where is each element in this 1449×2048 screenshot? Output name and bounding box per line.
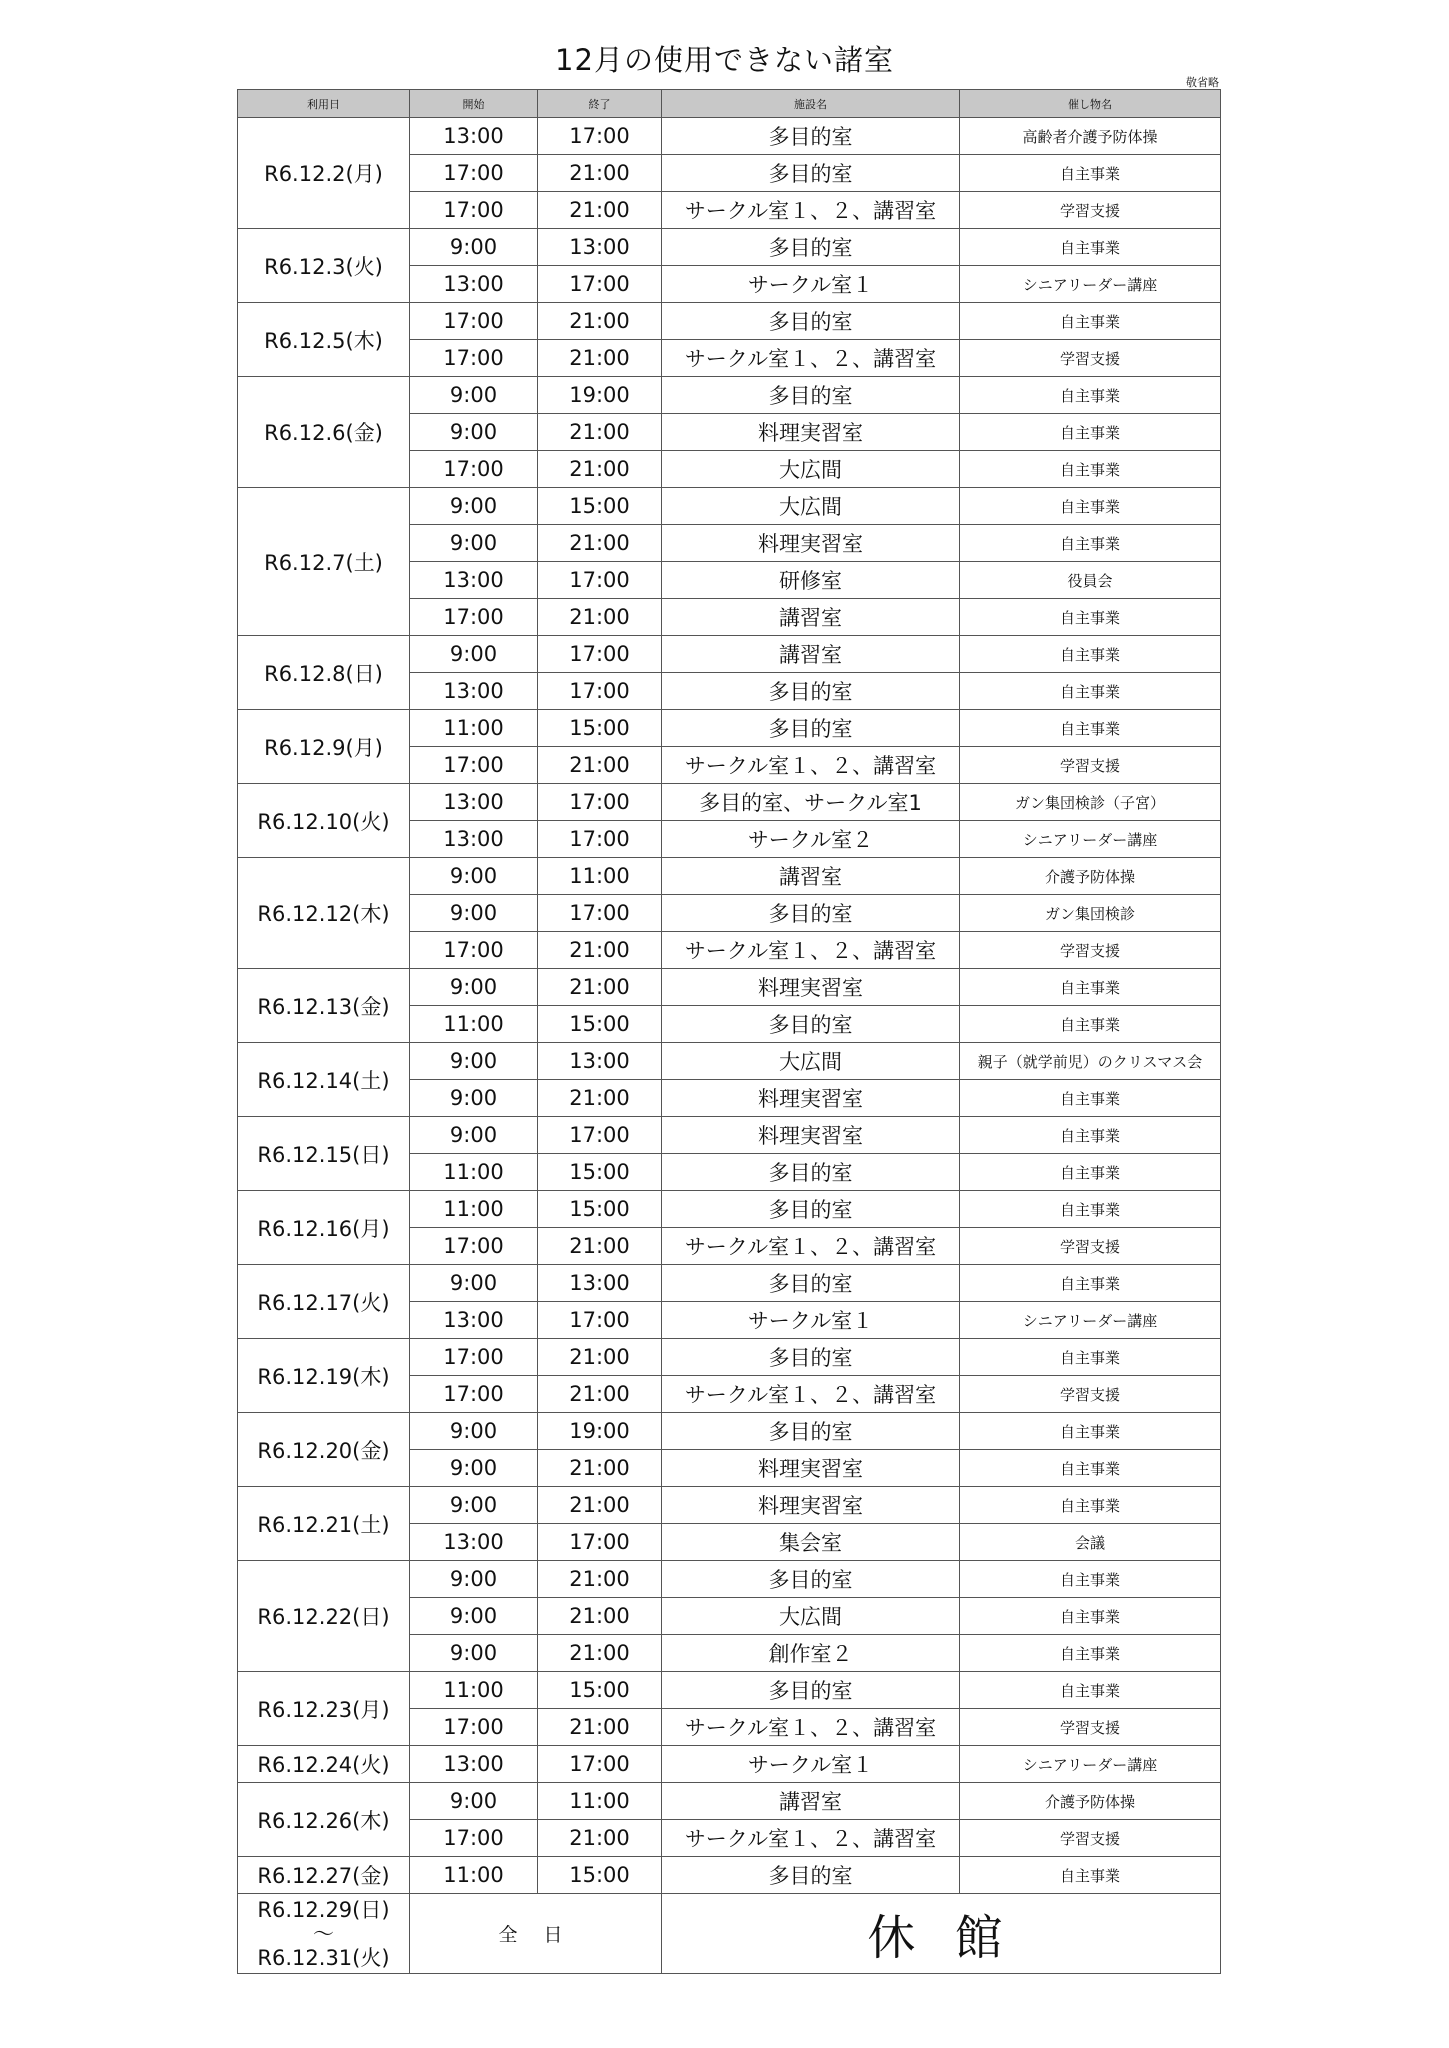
closing-date-cell [238,1894,410,1974]
end-time-cell: 21:00 [538,1080,662,1117]
end-time-cell: 15:00 [538,488,662,525]
closed-cell: 休 館 [662,1894,1221,1974]
start-time-cell: 17:00 [410,192,538,229]
start-time-cell: 11:00 [410,1857,538,1894]
date-cell: R6.12.20(金) [238,1413,410,1487]
date-cell: R6.12.7(土) [238,488,410,636]
date-cell: R6.12.8(日) [238,636,410,710]
end-time-cell: 17:00 [538,821,662,858]
end-time-cell: 21:00 [538,340,662,377]
facility-cell: 多目的室 [662,303,960,340]
event-cell: 自主事業 [960,1117,1221,1154]
header-end: 終了 [538,90,662,118]
end-time-cell: 21:00 [538,932,662,969]
start-time-cell: 9:00 [410,1561,538,1598]
event-cell: 自主事業 [960,1006,1221,1043]
end-time-cell: 11:00 [538,858,662,895]
event-cell: 学習支援 [960,1820,1221,1857]
event-cell: 学習支援 [960,340,1221,377]
start-time-cell: 17:00 [410,155,538,192]
facility-cell: サークル室１、２、講習室 [662,932,960,969]
start-time-cell: 17:00 [410,1820,538,1857]
end-time-cell: 17:00 [538,1524,662,1561]
header-facility: 施設名 [662,90,960,118]
date-cell: R6.12.5(木) [238,303,410,377]
facility-cell: サークル室１ [662,1746,960,1783]
date-cell: R6.12.3(火) [238,229,410,303]
table-row [238,303,1221,340]
facility-cell: 多目的室 [662,1339,960,1376]
page-title: 12月の使用できない諸室 [555,43,894,77]
end-time-cell: 17:00 [538,118,662,155]
facility-cell: 料理実習室 [662,969,960,1006]
table-row [238,858,1221,895]
end-time-cell: 21:00 [538,1376,662,1413]
start-time-cell: 9:00 [410,1265,538,1302]
start-time-cell: 13:00 [410,266,538,303]
end-time-cell: 21:00 [538,1820,662,1857]
date-cell: R6.12.23(月) [238,1672,410,1746]
start-time-cell: 9:00 [410,969,538,1006]
event-cell: 高齢者介護予防体操 [960,118,1221,155]
date-cell: R6.12.12(木) [238,858,410,969]
event-cell: 自主事業 [960,1598,1221,1635]
facility-cell: サークル室１ [662,266,960,303]
table-row [238,1413,1221,1450]
end-time-cell: 13:00 [538,229,662,266]
start-time-cell: 9:00 [410,858,538,895]
event-cell: シニアリーダー講座 [960,266,1221,303]
table-row [238,1265,1221,1302]
end-time-cell: 21:00 [538,1487,662,1524]
date-cell: R6.12.19(木) [238,1339,410,1413]
start-time-cell: 9:00 [410,377,538,414]
event-cell: 自主事業 [960,1080,1221,1117]
honorific-note: 敬省略 [1186,76,1219,89]
facility-cell: 講習室 [662,1783,960,1820]
facility-cell: サークル室１ [662,1302,960,1339]
event-cell: 自主事業 [960,1672,1221,1709]
event-cell: 自主事業 [960,377,1221,414]
end-time-cell: 21:00 [538,1709,662,1746]
facility-cell: 多目的室 [662,155,960,192]
schedule-table [237,89,1221,1974]
table-row [238,636,1221,673]
event-cell: 自主事業 [960,636,1221,673]
start-time-cell: 9:00 [410,229,538,266]
event-cell: 自主事業 [960,1635,1221,1672]
end-time-cell: 17:00 [538,562,662,599]
event-cell: 自主事業 [960,710,1221,747]
end-time-cell: 15:00 [538,1154,662,1191]
start-time-cell: 17:00 [410,340,538,377]
start-time-cell: 13:00 [410,118,538,155]
table-row [238,1191,1221,1228]
date-cell: R6.12.27(金) [238,1857,410,1894]
start-time-cell: 9:00 [410,525,538,562]
closing-body [238,1894,1221,1974]
event-cell: 自主事業 [960,1450,1221,1487]
event-cell: 自主事業 [960,1413,1221,1450]
start-time-cell: 9:00 [410,636,538,673]
end-time-cell: 21:00 [538,1598,662,1635]
end-time-cell: 15:00 [538,1857,662,1894]
end-time-cell: 15:00 [538,710,662,747]
facility-cell: 料理実習室 [662,414,960,451]
start-time-cell: 9:00 [410,488,538,525]
end-time-cell: 13:00 [538,1265,662,1302]
event-cell: 親子（就学前児）のクリスマス会 [960,1043,1221,1080]
event-cell: 自主事業 [960,1191,1221,1228]
header-date: 利用日 [238,90,410,118]
start-time-cell: 17:00 [410,1228,538,1265]
end-time-cell: 21:00 [538,969,662,1006]
facility-cell: サークル室１、２、講習室 [662,1228,960,1265]
event-cell: 自主事業 [960,1487,1221,1524]
facility-cell: サークル室１、２、講習室 [662,192,960,229]
event-cell: 自主事業 [960,525,1221,562]
end-time-cell: 21:00 [538,1561,662,1598]
start-time-cell: 9:00 [410,895,538,932]
table-row [238,1117,1221,1154]
date-cell: R6.12.13(金) [238,969,410,1043]
table-row [238,488,1221,525]
facility-cell: 多目的室 [662,895,960,932]
event-cell: 自主事業 [960,155,1221,192]
facility-cell: 多目的室 [662,673,960,710]
facility-cell: 料理実習室 [662,1487,960,1524]
table-body [238,118,1221,1894]
start-time-cell: 9:00 [410,1635,538,1672]
start-time-cell: 9:00 [410,1598,538,1635]
start-time-cell: 9:00 [410,1450,538,1487]
facility-cell: 多目的室 [662,1154,960,1191]
end-time-cell: 17:00 [538,1746,662,1783]
date-cell: R6.12.6(金) [238,377,410,488]
date-cell: R6.12.21(土) [238,1487,410,1561]
start-time-cell: 13:00 [410,1524,538,1561]
event-cell: ガン集団検診 [960,895,1221,932]
facility-cell: サークル室２ [662,821,960,858]
facility-cell: 講習室 [662,599,960,636]
facility-cell: 多目的室 [662,1006,960,1043]
date-cell: R6.12.26(木) [238,1783,410,1857]
event-cell: ガン集団検診（子宮） [960,784,1221,821]
facility-cell: サークル室１、２、講習室 [662,1376,960,1413]
event-cell: 自主事業 [960,488,1221,525]
table-row [238,1857,1221,1894]
event-cell: 学習支援 [960,192,1221,229]
start-time-cell: 13:00 [410,673,538,710]
table-row [238,1561,1221,1598]
table-row [238,1339,1221,1376]
facility-cell: サークル室１、２、講習室 [662,1709,960,1746]
start-time-cell: 9:00 [410,1043,538,1080]
facility-cell: 多目的室 [662,1265,960,1302]
end-time-cell: 17:00 [538,784,662,821]
facility-cell: 大広間 [662,1043,960,1080]
end-time-cell: 17:00 [538,266,662,303]
table-header-row [238,90,1221,118]
end-time-cell: 17:00 [538,895,662,932]
event-cell: 介護予防体操 [960,858,1221,895]
start-time-cell: 13:00 [410,1302,538,1339]
table-row [238,710,1221,747]
table-row [238,118,1221,155]
date-cell: R6.12.15(日) [238,1117,410,1191]
header-event: 催し物名 [960,90,1221,118]
facility-cell: 多目的室 [662,118,960,155]
start-time-cell: 11:00 [410,710,538,747]
end-time-cell: 21:00 [538,1228,662,1265]
event-cell: 自主事業 [960,1154,1221,1191]
end-time-cell: 17:00 [538,673,662,710]
start-time-cell: 9:00 [410,1080,538,1117]
closing-date-separator: ～ [313,1921,334,1946]
end-time-cell: 17:00 [538,1117,662,1154]
facility-cell: 大広間 [662,488,960,525]
start-time-cell: 13:00 [410,1746,538,1783]
end-time-cell: 21:00 [538,1635,662,1672]
start-time-cell: 9:00 [410,1413,538,1450]
date-cell: R6.12.2(月) [238,118,410,229]
facility-cell: 大広間 [662,1598,960,1635]
date-cell: R6.12.24(火) [238,1746,410,1783]
start-time-cell: 17:00 [410,451,538,488]
start-time-cell: 9:00 [410,414,538,451]
event-cell: 自主事業 [960,414,1221,451]
facility-cell: 料理実習室 [662,525,960,562]
start-time-cell: 11:00 [410,1006,538,1043]
table-row [238,1783,1221,1820]
start-time-cell: 17:00 [410,599,538,636]
event-cell: 自主事業 [960,1857,1221,1894]
table-row [238,377,1221,414]
event-cell: 自主事業 [960,599,1221,636]
event-cell: シニアリーダー講座 [960,821,1221,858]
end-time-cell: 21:00 [538,192,662,229]
facility-cell: サークル室１、２、講習室 [662,747,960,784]
facility-cell: 多目的室 [662,1191,960,1228]
start-time-cell: 17:00 [410,932,538,969]
end-time-cell: 21:00 [538,155,662,192]
start-time-cell: 13:00 [410,821,538,858]
closing-date-end: R6.12.31(火) [257,1945,390,1970]
closing-row [238,1894,1221,1974]
facility-cell: 料理実習室 [662,1450,960,1487]
event-cell: 自主事業 [960,969,1221,1006]
end-time-cell: 15:00 [538,1672,662,1709]
facility-cell: 大広間 [662,451,960,488]
facility-cell: 多目的室 [662,229,960,266]
event-cell: 学習支援 [960,747,1221,784]
allday-cell: 全 日 [410,1894,662,1974]
start-time-cell: 17:00 [410,1339,538,1376]
start-time-cell: 11:00 [410,1154,538,1191]
end-time-cell: 15:00 [538,1006,662,1043]
event-cell: 学習支援 [960,1709,1221,1746]
start-time-cell: 9:00 [410,1783,538,1820]
end-time-cell: 21:00 [538,303,662,340]
event-cell: 介護予防体操 [960,1783,1221,1820]
event-cell: シニアリーダー講座 [960,1746,1221,1783]
event-cell: 学習支援 [960,1376,1221,1413]
facility-cell: サークル室１、２、講習室 [662,1820,960,1857]
end-time-cell: 13:00 [538,1043,662,1080]
event-cell: シニアリーダー講座 [960,1302,1221,1339]
event-cell: 会議 [960,1524,1221,1561]
start-time-cell: 17:00 [410,1709,538,1746]
end-time-cell: 15:00 [538,1191,662,1228]
facility-cell: 多目的室 [662,377,960,414]
date-cell: R6.12.17(火) [238,1265,410,1339]
end-time-cell: 21:00 [538,414,662,451]
facility-cell: 講習室 [662,858,960,895]
end-time-cell: 21:00 [538,451,662,488]
table-row [238,1672,1221,1709]
table-row [238,229,1221,266]
event-cell: 自主事業 [960,1561,1221,1598]
facility-cell: 講習室 [662,636,960,673]
facility-cell: 多目的室 [662,1561,960,1598]
event-cell: 役員会 [960,562,1221,599]
facility-cell: 研修室 [662,562,960,599]
date-cell: R6.12.14(土) [238,1043,410,1117]
facility-cell: 多目的室、サークル室1 [662,784,960,821]
facility-cell: 創作室２ [662,1635,960,1672]
end-time-cell: 21:00 [538,599,662,636]
end-time-cell: 21:00 [538,747,662,784]
end-time-cell: 21:00 [538,525,662,562]
end-time-cell: 21:00 [538,1450,662,1487]
date-cell: R6.12.16(月) [238,1191,410,1265]
start-time-cell: 11:00 [410,1672,538,1709]
event-cell: 自主事業 [960,1265,1221,1302]
start-time-cell: 17:00 [410,1376,538,1413]
table-row [238,1043,1221,1080]
facility-cell: 多目的室 [662,1672,960,1709]
facility-cell: 多目的室 [662,1413,960,1450]
date-cell: R6.12.10(火) [238,784,410,858]
header-start: 開始 [410,90,538,118]
start-time-cell: 17:00 [410,303,538,340]
date-cell: R6.12.22(日) [238,1561,410,1672]
table-row [238,1746,1221,1783]
facility-cell: 料理実習室 [662,1117,960,1154]
start-time-cell: 13:00 [410,784,538,821]
start-time-cell: 9:00 [410,1117,538,1154]
start-time-cell: 9:00 [410,1487,538,1524]
event-cell: 学習支援 [960,932,1221,969]
date-cell: R6.12.9(月) [238,710,410,784]
facility-cell: 多目的室 [662,1857,960,1894]
start-time-cell: 17:00 [410,747,538,784]
end-time-cell: 21:00 [538,1339,662,1376]
event-cell: 自主事業 [960,229,1221,266]
table-row [238,784,1221,821]
start-time-cell: 11:00 [410,1191,538,1228]
facility-cell: サークル室１、２、講習室 [662,340,960,377]
end-time-cell: 11:00 [538,1783,662,1820]
end-time-cell: 19:00 [538,377,662,414]
facility-cell: 料理実習室 [662,1080,960,1117]
event-cell: 自主事業 [960,303,1221,340]
end-time-cell: 17:00 [538,1302,662,1339]
event-cell: 自主事業 [960,673,1221,710]
start-time-cell: 13:00 [410,562,538,599]
facility-cell: 多目的室 [662,710,960,747]
facility-cell: 集会室 [662,1524,960,1561]
event-cell: 自主事業 [960,451,1221,488]
event-cell: 自主事業 [960,1339,1221,1376]
end-time-cell: 17:00 [538,636,662,673]
event-cell: 学習支援 [960,1228,1221,1265]
end-time-cell: 19:00 [538,1413,662,1450]
table-row [238,1487,1221,1524]
table-row [238,969,1221,1006]
closing-date-start: R6.12.29(日) [257,1897,390,1922]
